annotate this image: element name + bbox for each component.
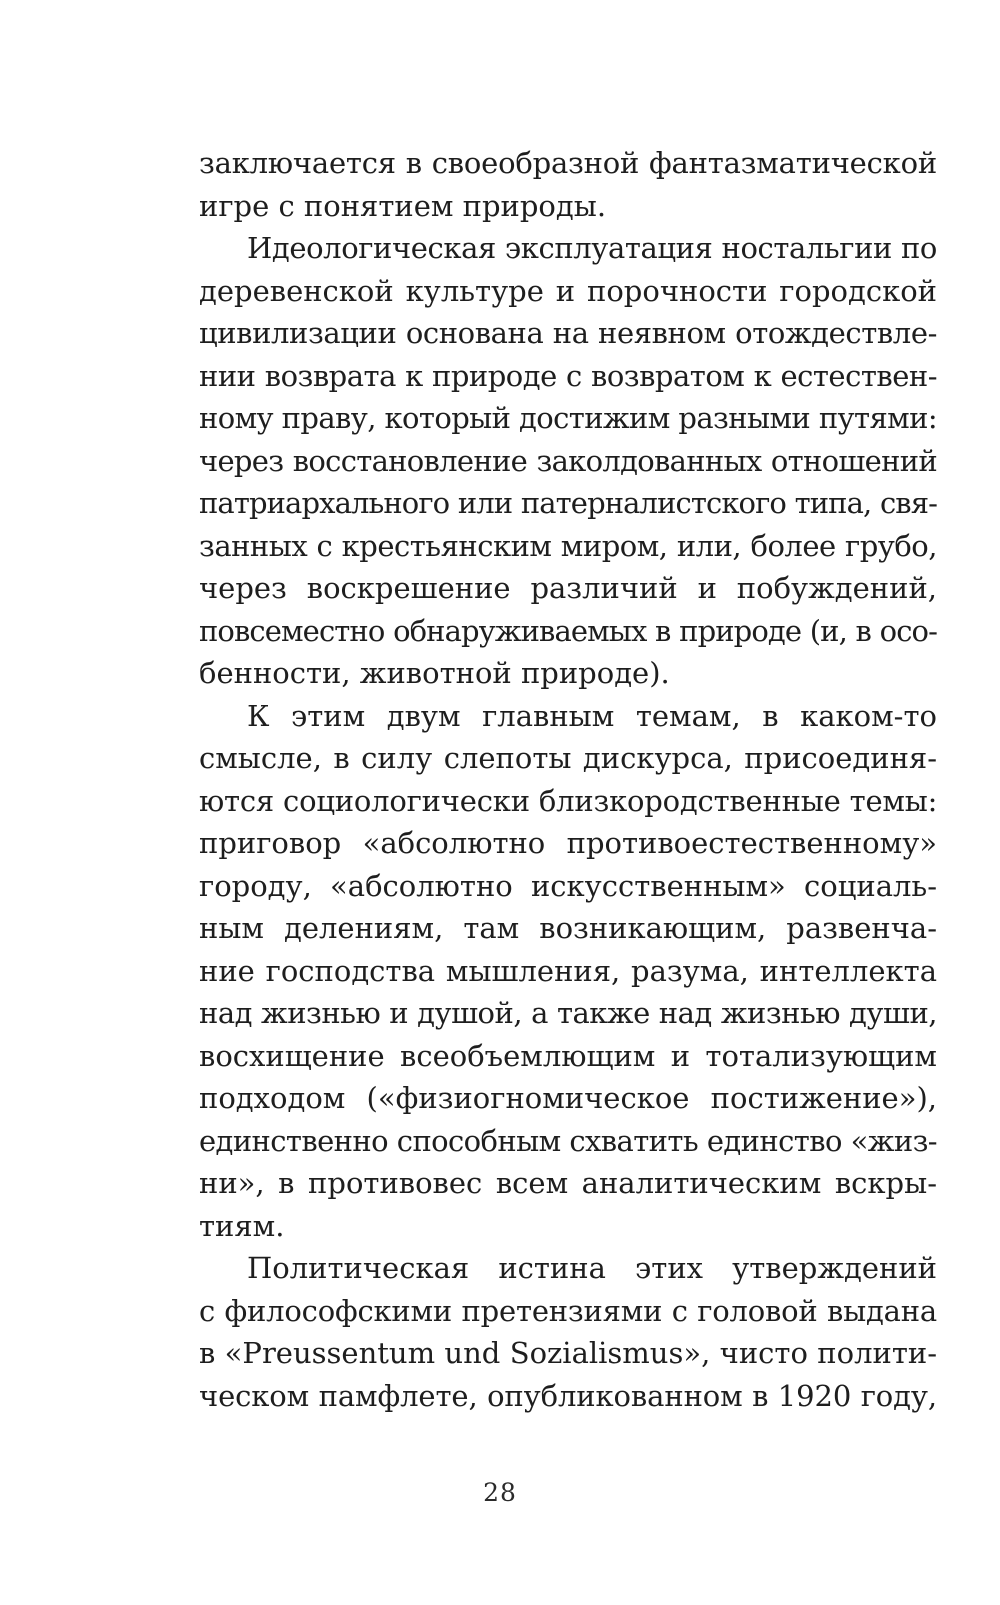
text-line: заключается в своеобразной фантазматической	[199, 146, 937, 180]
text-line: подходом («физиогномическое постижение»),	[199, 1081, 937, 1115]
page-number: 28	[483, 1478, 517, 1507]
text-line: приговор «абсолютно противоестественному»	[199, 826, 937, 860]
text-line: нии возврата к природе с возвратом к естествен-	[199, 358, 937, 393]
text-line: тиям.	[199, 1208, 285, 1243]
text-line: цивилизации основана на неявном отождествле-	[199, 316, 937, 350]
text-line: ному праву, который достижим разными путями:	[199, 401, 937, 435]
body-text	[199, 142, 937, 1417]
text-line: Идеологическая эксплуатация ностальгии по	[247, 231, 937, 265]
text-line: повсеместно обнаруживаемых в природе (и, в осо-	[199, 613, 937, 648]
text-line: восхищение всеобъемлющим и тотализующим	[199, 1038, 937, 1073]
text-line: единственно способным схватить единство «жиз-	[199, 1123, 937, 1158]
text-line: патриархального или патерналистского типа, свя-	[199, 486, 937, 520]
text-line: деревенской культуре и порочности городской	[199, 273, 937, 308]
text-line: ным делениям, там возникающим, развенча-	[199, 911, 937, 945]
text-line: ни», в противовес всем аналитическим вскры-	[199, 1166, 937, 1200]
text-line: ются социологически близкородственные темы:	[199, 783, 938, 818]
text-line: бенности, животной природе).	[199, 656, 670, 690]
text-line: игре с понятием природы.	[199, 188, 607, 223]
text-line: городу, «абсолютно искусственным» социаль-	[199, 868, 937, 903]
text-line: занных с крестьянским миром, или, более грубо,	[199, 528, 937, 563]
text-line: через воскрешение различий и побуждений,	[199, 571, 937, 605]
text-line: над жизнью и душой, а также над жизнью души,	[199, 996, 937, 1030]
text-line: в «Preussentum und Sozialismus», чисто полити-	[199, 1336, 937, 1370]
text-line: смысле, в силу слепоты дискурса, присоединя-	[199, 741, 937, 775]
text-line: ние господства мышления, разума, интеллекта	[199, 953, 937, 988]
text-line: через восстановление заколдованных отношений	[199, 443, 937, 478]
text-line: ческом памфлете, опубликованном в 1920 году,	[199, 1378, 937, 1413]
text-line: с философскими претензиями с головой выдана	[199, 1293, 937, 1328]
text-line: К этим двум главным темам, в каком-то	[247, 698, 937, 733]
text-line: Политическая истина этих утверждений	[247, 1251, 937, 1285]
